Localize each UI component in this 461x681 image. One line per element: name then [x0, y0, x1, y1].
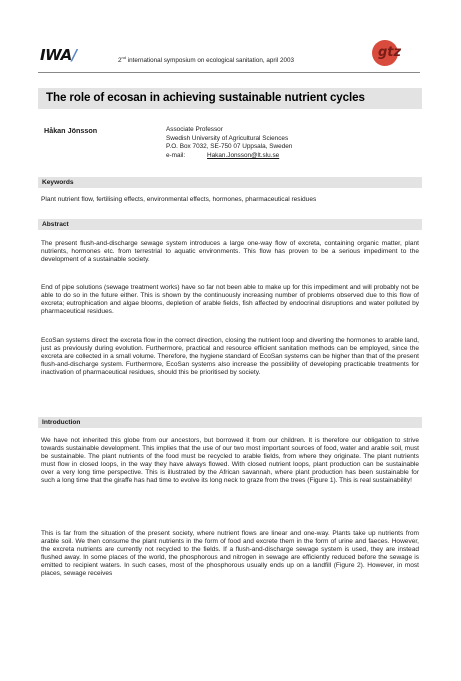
email-link[interactable]: Hakan.Jonsson@lt.slu.se	[207, 151, 280, 159]
abstract-paragraph: End of pipe solutions (sewage treatment works) have so far not been able to make up for this impediment and will probably not be able to do so in the future either. This is shown by the continuously increasing number of problems observed due to this flow of excreta; eutrophication and algae blooms, depletion of arable fields, fish affected by endocrinal disruptions and water polluted by pharmaceutical residues.	[41, 284, 419, 316]
email-label: e-mail:	[166, 151, 186, 159]
affiliation-line: Swedish University of Agricultural Sciences	[166, 134, 289, 142]
page-header	[38, 40, 420, 68]
author-affiliation	[166, 126, 292, 160]
keywords-heading-bar	[38, 177, 422, 188]
keywords-heading: Keywords	[42, 178, 74, 186]
abstract-paragraph: EcoSan systems direct the excreta flow in the correct direction, closing the nutrient loop and diverting the hormones to arable land, just as previously during evolution. Furthermore, practical and resource efficient sanitation methods can be employed, since the excreta are collected in a small volume. Therefore, the hygiene standard of EcoSan systems can be higher than that of the present flush-and-discharge system. Furthermore, EcoSan systems also increase the possibility of developing practicable treatments for inactivation of pharmaceutical residues, should this be prioritised by society.	[41, 337, 419, 377]
affiliation-line: Associate Professor	[166, 126, 223, 133]
introduction-heading: Introduction	[42, 418, 81, 426]
author-name: Håkan Jönsson	[44, 126, 98, 135]
iwa-logo: IWA/	[40, 46, 77, 64]
abstract-paragraph: The present flush-and-discharge sewage system introduces a large one-way flow of excreta, containing organic matter, plant nutrients, hormones etc. from terrestrial to aquatic environments. This flow has proven to be a serious impediment to the development of a sustainable society.	[41, 240, 419, 264]
intro-paragraph: This is far from the situation of the present society, where nutrient flows are linear and one-way. Plants take up nutrients from arable soil. We then consume the plant nutrients in the form of food and excrete them in the form of urine and faeces. However, the excreta nutrients are currently not recycled to the fields. If a flush-and-discharge sewage system is used, they are instead flushed away. In some places of the world, the phosphorous and nitrogen in sewage are efficiently reduced before the sewage is emitted to recipient waters. In such cases, most of the phosphorous usually ends up on a landfill (Figure 2). However, in most places, sewage receives	[41, 530, 419, 578]
email-row	[166, 152, 292, 161]
header-divider	[38, 72, 420, 73]
paper-title: The role of ecosan in achieving sustainable nutrient cycles	[46, 91, 365, 104]
abstract-heading-bar	[38, 219, 422, 230]
gtz-logo: gtz	[372, 40, 420, 68]
intro-paragraph: We have not inherited this globe from our ancestors, but borrowed it from our children. It is therefore our obligation to strive towards sustainable development. This implies that the use of our two most important sources of food, water and arable soil, must be sustainable. The plant nutrients of the food must be recycled to arable fields, from where they originate. The plant nutrients must flow in closed loops, in the way they have always flowed. With closed nutrient loops, plant production can be sustainable over a very long time perspective. This is illustrated by the African savannah, where plant production has been sustainable for such a long time that the giraffe has had time to evolve its long neck to graze from the trees (Figure 1). This is real sustainability!	[41, 437, 419, 485]
keywords-text: Plant nutrient flow, fertilising effects, environmental effects, hormones, pharmaceutical residues	[41, 196, 317, 203]
affiliation-line: P.O. Box 7032, SE-750 07 Uppsala, Sweden	[166, 143, 293, 150]
abstract-heading: Abstract	[42, 220, 69, 228]
introduction-heading-bar	[38, 417, 422, 428]
title-bar	[38, 88, 422, 109]
symposium-line: 2nd international symposium on ecological sanitation, april 2003	[118, 55, 294, 65]
